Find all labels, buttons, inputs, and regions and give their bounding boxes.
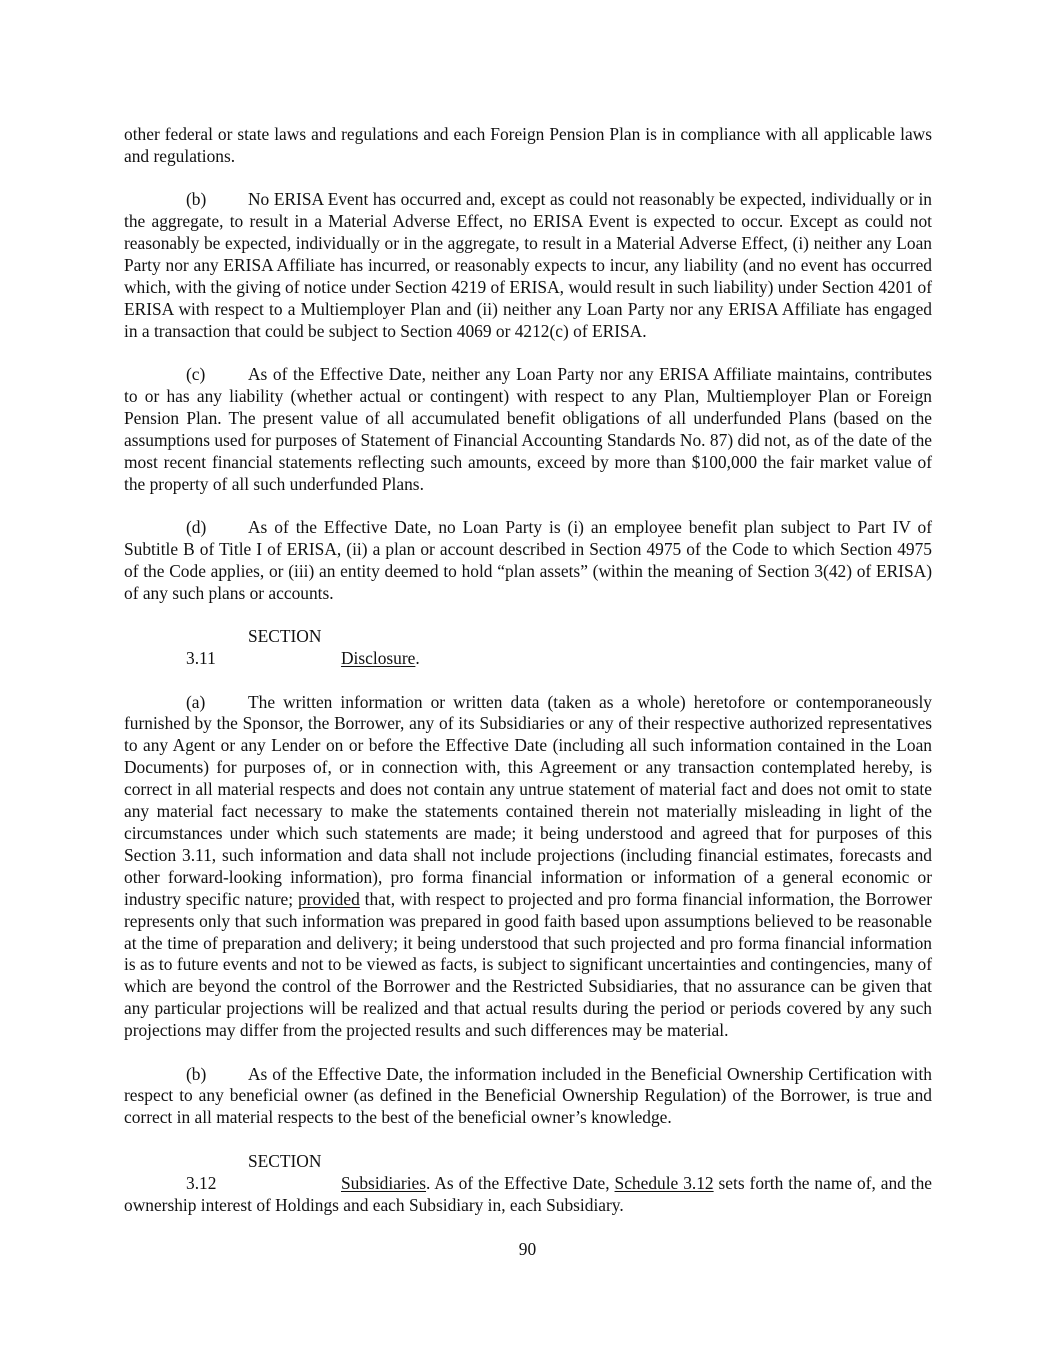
document-page (124, 124, 932, 1238)
section-title: Subsidiaries (341, 1172, 427, 1193)
section-text: . As of the Effective Date, (426, 1172, 615, 1193)
paragraph-text: As of the Effective Date, the information included in the Beneficial Ownership Certification with respect to any beneficial owner (as defined in the Beneficial Ownership Regulation) of the Borrower, is true and correct in all material respects to the best of the beneficial owner’s knowledge. (124, 1063, 932, 1128)
paragraph-c-plans (124, 364, 932, 495)
section-number: SECTION 3.12 (186, 1150, 322, 1193)
provided-term: provided (297, 888, 360, 909)
paragraph-3-11-b-beneficial-ownership (124, 1064, 932, 1130)
section-3-11-heading (124, 626, 932, 670)
section-3-12-subsidiaries (124, 1151, 932, 1217)
page-number: 90 (518, 1239, 537, 1259)
paragraph-text: As of the Effective Date, no Loan Party is (i) an employee benefit plan subject to Part IV of Subtitle B of Title I of ERISA, (ii) a plan or account described in Section 4975 of the Code to which Section 4975 of the Code applies, or (iii) an entity deemed to hold “plan assets” (within the meaning of Section 3(42) of ERISA) of any such plans or accounts. (124, 517, 932, 603)
section-text-end: sets forth the name of, and the ownership interest of Holdings and each Subsidiary in, each Subsidiary. (124, 1172, 932, 1215)
paragraph-d-plan-assets (124, 517, 932, 605)
paragraph-b-erisa-event (124, 189, 932, 342)
paragraph-label: (b) (186, 1063, 207, 1084)
paragraph-text-continued: that, with respect to projected and pro forma financial information, the Borrower represents only that such information was prepared in good faith based upon assumptions believed to be reasonable at the time of preparation and delivery; it being understood that such projected and pro forma financial information is as to future events and not to be viewed as facts, is subject to significant uncertainties and contingencies, many of which are beyond the control of the Borrower and the Restricted Subsidiaries, that no assurance can be given that any particular projections will be realized and that actual results during the period or periods covered by any such projections may differ from the projected results and such differences may be material. (124, 888, 933, 1041)
section-title-period: . (415, 648, 420, 669)
paragraph-label: (b) (186, 189, 207, 210)
paragraph-label: (a) (186, 691, 206, 712)
continuation-paragraph: other federal or state laws and regulations and each Foreign Pension Plan is in compliance with all applicable laws and regulations. (124, 124, 932, 166)
section-number: SECTION 3.11 (186, 626, 322, 669)
paragraph-text: As of the Effective Date, neither any Loan Party nor any ERISA Affiliate maintains, contributes to or has any liability (whether actual or contingent) with respect to any Plan, Multiemployer Plan or Foreign Pension Plan. The present value of all accumulated benefit obligations of all underfunded Plans (based on the assumptions used for purposes of Statement of Financial Accounting Standards No. 87) did not, as of the date of the most recent financial statements reflecting such amounts, exceed by more than $100,000 the fair market value of the property of all such underfunded Plans. (124, 364, 932, 494)
paragraph-label: (c) (186, 364, 206, 385)
paragraph-text: The written information or written data (taken as a whole) heretofore or contemporaneously furnished by the Sponsor, the Borrower, any of its Subsidiaries or any of their respective authorized representatives to any Agent or any Lender on or before the Effective Date (including all such information contained in the Loan Documents) for purposes of, or in connection with, this Agreement or any transaction contemplated hereby, is correct in all material respects and does not contain any untrue statement of material fact and does not omit to state any material fact necessary to make the statements contained therein not materially misleading in light of the circumstances under which such statements are made; it being understood and agreed that for purposes of this Section 3.11, such information and data shall not include projections (including financial estimates, forecasts and other forward-looking information), pro forma financial information or information of a general economic or industry specific nature; (124, 691, 932, 909)
paragraph-text: No ERISA Event has occurred and, except as could not reasonably be expected, individually or in the aggregate, to result in a Material Adverse Effect, no ERISA Event is expected to occur. Except as could not reasonably be expected, individually or in the aggregate, to result in a Material Adverse Effect, (i) neither any Loan Party nor any ERISA Affiliate has incurred, or reasonably expects to incur, any liability (and no event has occurred which, with the giving of notice under Section 4219 of ERISA, would result in such liability) under Section 4201 of ERISA with respect to a Multiemployer Plan and (ii) neither any Loan Party nor any ERISA Affiliate has engaged in a transaction that could be subject to Section 4069 or 4212(c) of ERISA. (124, 189, 932, 341)
schedule-reference: Schedule 3.12 (614, 1172, 714, 1193)
section-title: Disclosure (341, 648, 416, 669)
paragraph-label: (d) (186, 517, 207, 538)
paragraph-3-11-a-disclosure (124, 692, 932, 1043)
